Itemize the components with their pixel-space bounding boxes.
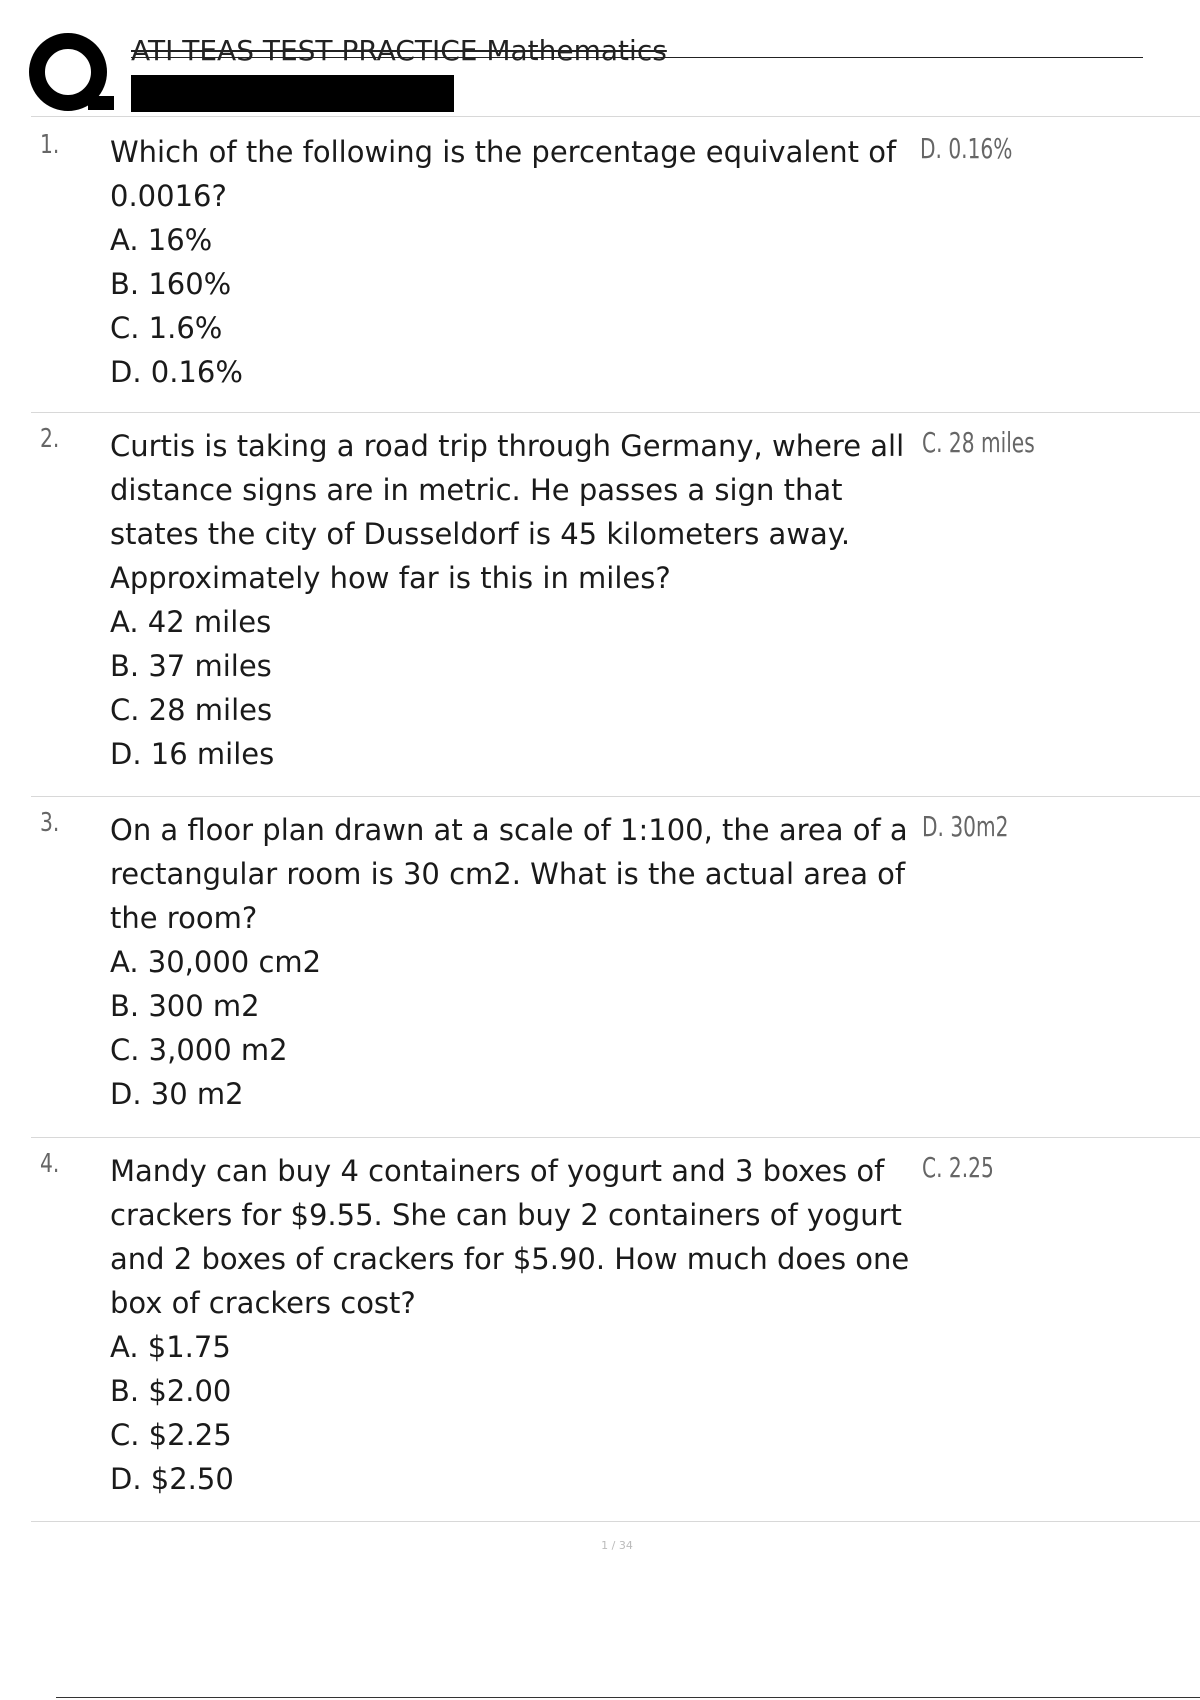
answer-options xyxy=(110,940,925,1116)
question-divider xyxy=(31,796,1200,797)
answer-options xyxy=(110,1325,925,1501)
option-c: C. $2.25 xyxy=(110,1418,232,1452)
question-divider xyxy=(31,1137,1200,1138)
header-divider xyxy=(31,116,1200,117)
option-b: B. $2.00 xyxy=(110,1374,232,1408)
question-number: 4. xyxy=(40,1149,60,1179)
question-text: Curtis is taking a road trip through Germany, where all distance signs are in metric. He passes a sign that states the city of Dusseldorf is 45 kilometers away. Approximately how far is this in miles? xyxy=(110,429,905,595)
answer-options xyxy=(110,600,910,776)
question-body xyxy=(110,130,925,394)
answer-options xyxy=(110,218,925,394)
option-a: A. 30,000 cm2 xyxy=(110,945,322,979)
correct-answer: C. 2.25 xyxy=(922,1151,994,1184)
option-b: B. 160% xyxy=(110,267,232,301)
option-d: D. 16 miles xyxy=(110,737,275,771)
question-text: On a floor plan drawn at a scale of 1:100, the area of a rectangular room is 30 cm2. What is the actual area of the room? xyxy=(110,813,908,935)
option-d: D. 30 m2 xyxy=(110,1077,244,1111)
question-text: Which of the following is the percentage equivalent of 0.0016? xyxy=(110,135,897,213)
question-number: 1. xyxy=(40,130,60,160)
page-number: 1 / 34 xyxy=(601,1539,633,1552)
option-c: C. 28 miles xyxy=(110,693,273,727)
correct-answer: D. 30m2 xyxy=(922,810,1009,843)
question-number: 2. xyxy=(40,424,60,454)
question-divider xyxy=(31,1521,1200,1522)
option-d: D. 0.16% xyxy=(110,355,243,389)
question-divider xyxy=(31,412,1200,413)
question-body xyxy=(110,1149,925,1501)
document-header xyxy=(0,0,1200,118)
correct-answer: D. 0.16% xyxy=(920,132,1013,165)
option-a: A. $1.75 xyxy=(110,1330,231,1364)
footer-divider xyxy=(56,1697,1200,1698)
title-underline xyxy=(131,57,1143,58)
question-text: Mandy can buy 4 containers of yogurt and 3 boxes of crackers for $9.55. She can buy 2 containers of yogurt and 2 boxes of crackers for $5.90. How much does one box of crackers cost? xyxy=(110,1154,910,1320)
question-body xyxy=(110,808,925,1116)
question-body xyxy=(110,424,910,776)
logo-icon xyxy=(28,30,114,116)
correct-answer: C. 28 miles xyxy=(922,426,1035,459)
option-a: A. 42 miles xyxy=(110,605,272,639)
option-c: C. 3,000 m2 xyxy=(110,1033,288,1067)
option-b: B. 37 miles xyxy=(110,649,272,683)
option-b: B. 300 m2 xyxy=(110,989,260,1023)
redaction-bar xyxy=(131,75,454,112)
option-c: C. 1.6% xyxy=(110,311,223,345)
document-title: ATI TEAS TEST PRACTICE Mathematics xyxy=(131,34,667,67)
option-d: D. $2.50 xyxy=(110,1462,234,1496)
option-a: A. 16% xyxy=(110,223,213,257)
question-number: 3. xyxy=(40,808,60,838)
